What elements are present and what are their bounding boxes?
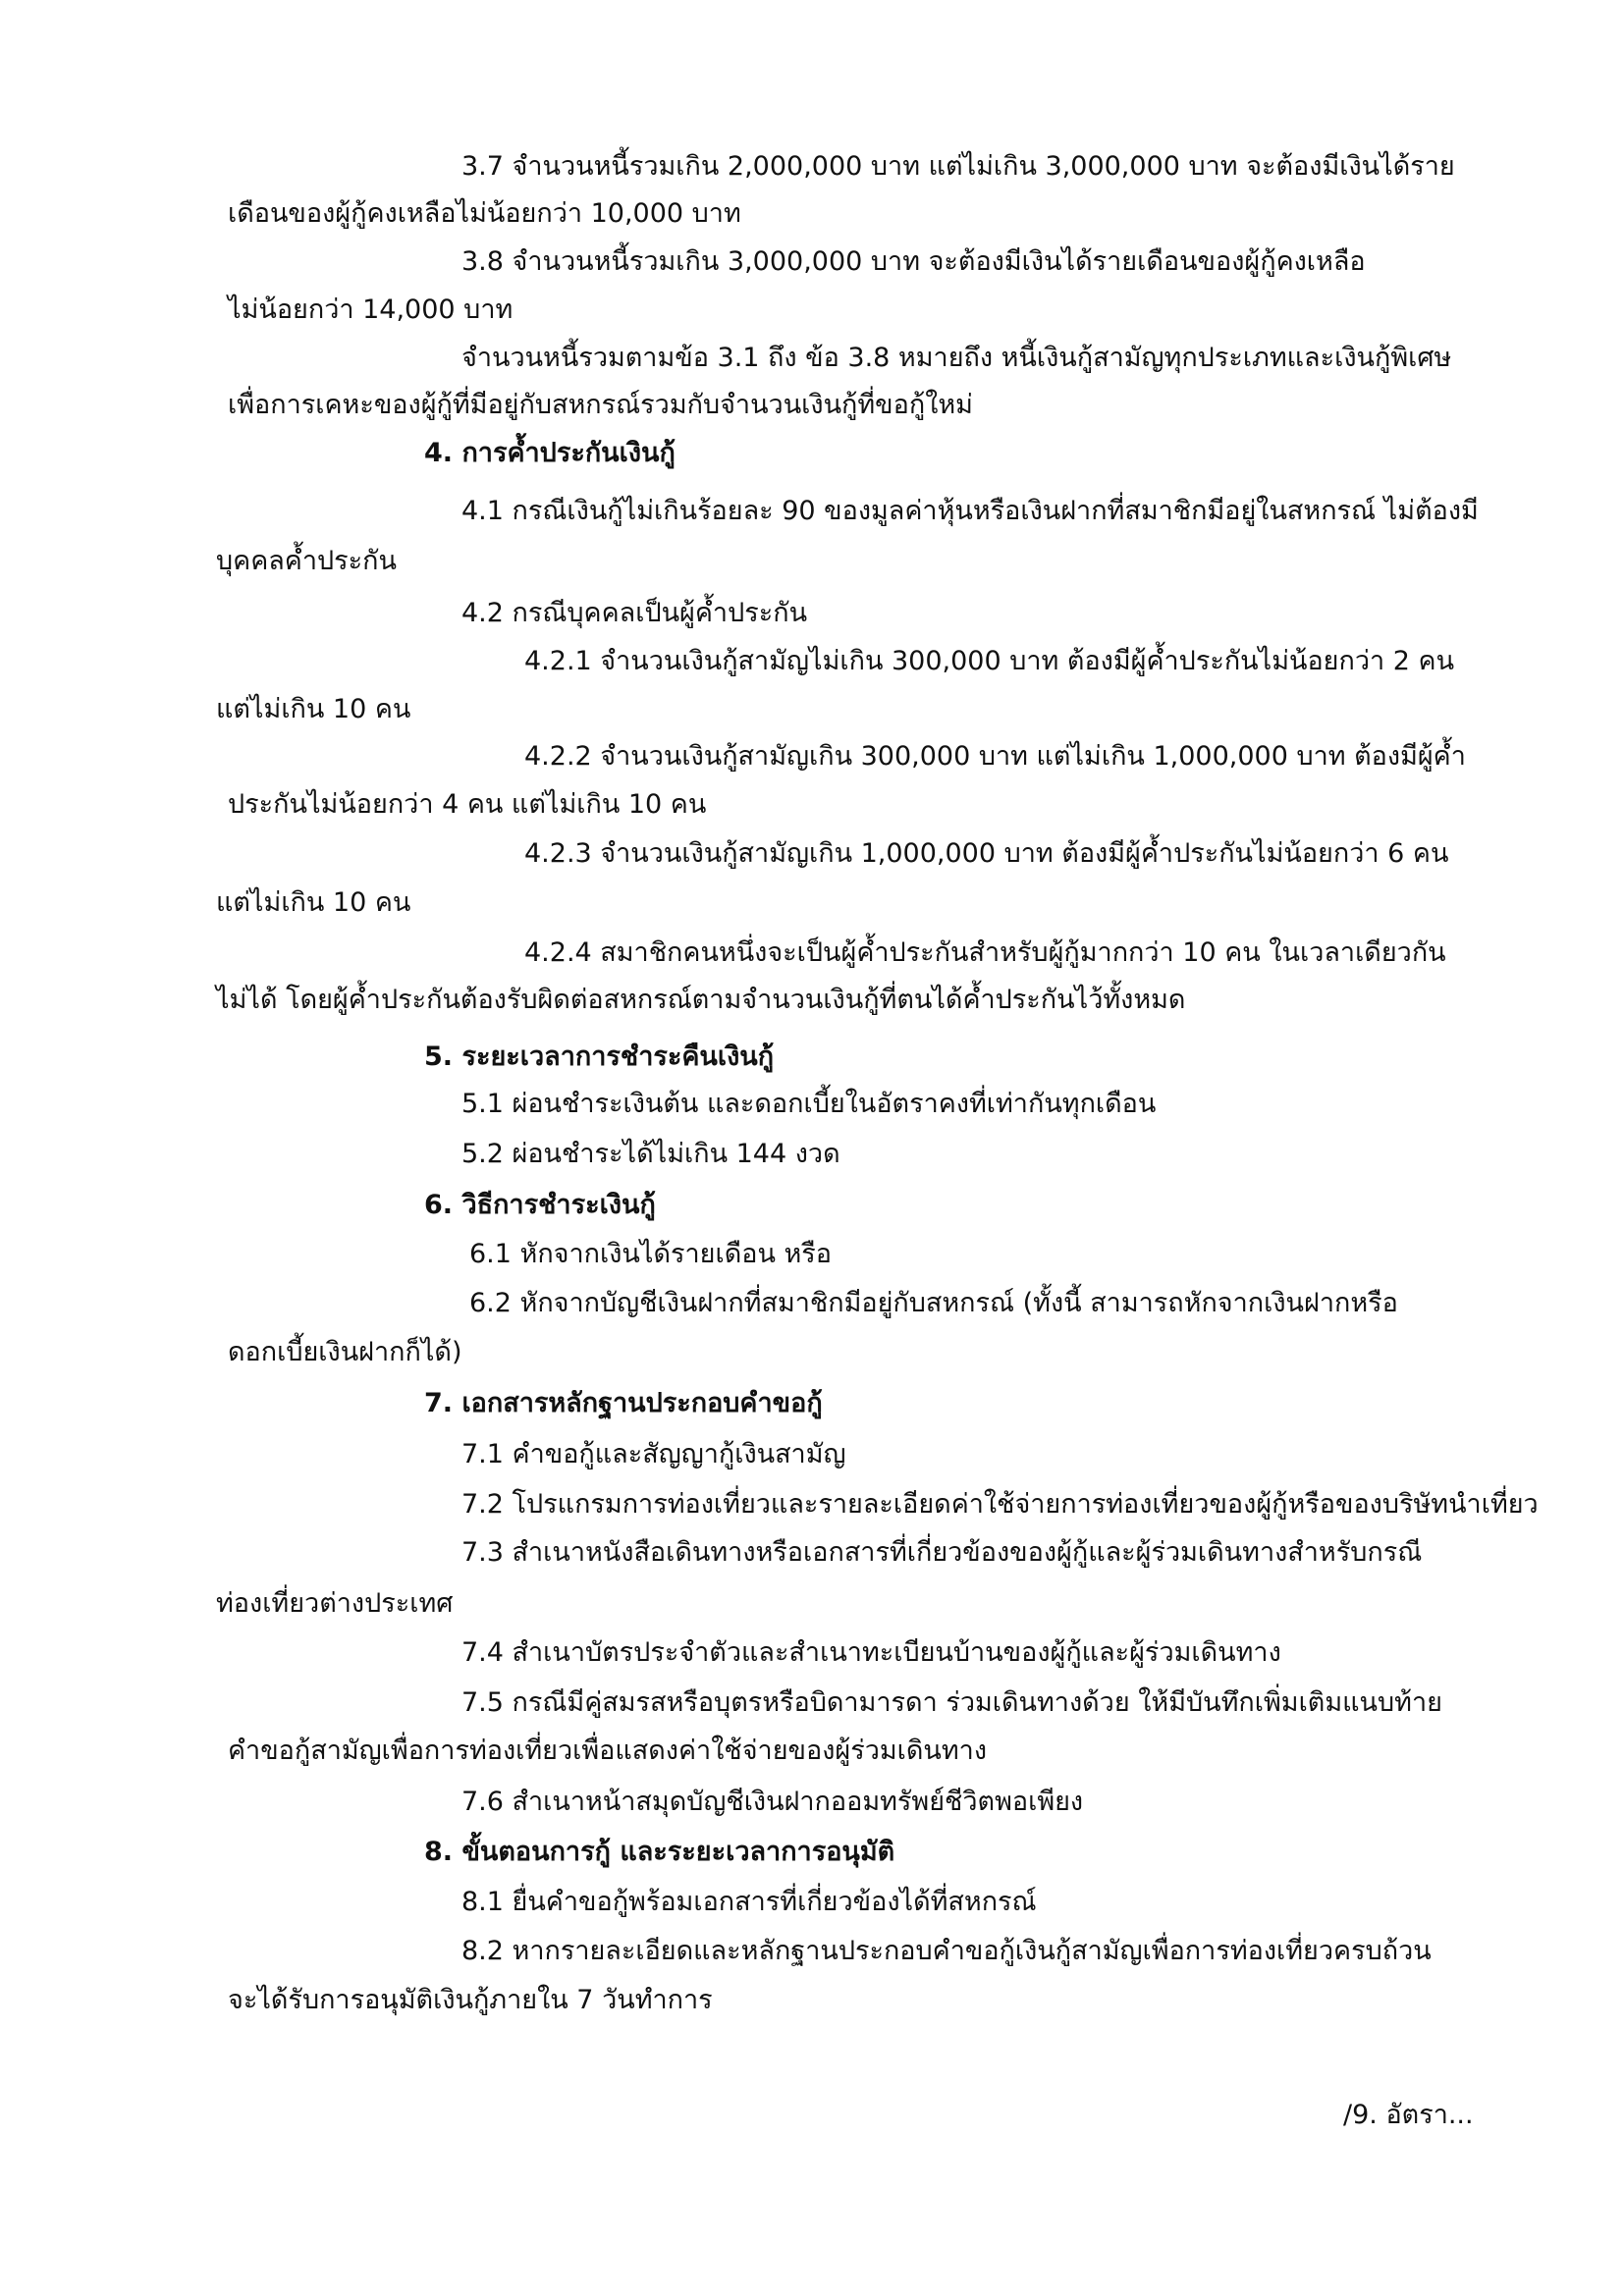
section-heading: 4. การค้ำประกันเงินกู้	[424, 438, 676, 468]
text-line: ท่องเที่ยวต่างประเทศ	[216, 1588, 454, 1619]
text-line: 7.5 กรณีมีคู่สมรสหรือบุตรหรือบิดามารดา ร่วมเดินทางด้วย ให้มีบันทึกเพิ่มเติมแนบท้าย	[461, 1687, 1442, 1718]
text-line: 4.2 กรณีบุคคลเป็นผู้ค้ำประกัน	[461, 598, 808, 628]
text-line: 5.2 ผ่อนชำระได้ไม่เกิน 144 งวด	[461, 1139, 840, 1169]
text-line: ไม่ได้ โดยผู้ค้ำประกันต้องรับผิดต่อสหกรณ์ตามจำนวนเงินกู้ที่ตนได้ค้ำประกันไว้ทั้งหมด	[216, 985, 1186, 1015]
text-line: 3.8 จำนวนหนี้รวมเกิน 3,000,000 บาท จะต้องมีเงินได้รายเดือนของผู้กู้คงเหลือ	[461, 246, 1366, 277]
text-line: 4.1 กรณีเงินกู้ไม่เกินร้อยละ 90 ของมูลค่าหุ้นหรือเงินฝากที่สมาชิกมีอยู่ในสหกรณ์ ไม่ต้องมี	[461, 496, 1479, 526]
text-line: 5.1 ผ่อนชำระเงินต้น และดอกเบี้ยในอัตราคงที่เท่ากันทุกเดือน	[461, 1089, 1157, 1119]
text-line: แต่ไม่เกิน 10 คน	[216, 887, 411, 918]
text-line: ดอกเบี้ยเงินฝากก็ได้)	[228, 1337, 462, 1367]
text-line: 8.2 หากรายละเอียดและหลักฐานประกอบคำขอกู้เงินกู้สามัญเพื่อการท่องเที่ยวครบถ้วน	[461, 1936, 1432, 1966]
text-line: บุคคลค้ำประกัน	[216, 546, 397, 576]
text-line: จะได้รับการอนุมัติเงินกู้ภายใน 7 วันทำการ	[228, 1985, 713, 2015]
text-line: 7.3 สำเนาหนังสือเดินทางหรือเอกสารที่เกี่ยวข้องของผู้กู้และผู้ร่วมเดินทางสำหรับกรณี	[461, 1537, 1423, 1568]
section-heading: 6. วิธีการชำระเงินกู้	[424, 1190, 656, 1220]
text-line: 7.1 คำขอกู้และสัญญากู้เงินสามัญ	[461, 1439, 846, 1469]
text-line: 4.2.2 จำนวนเงินกู้สามัญเกิน 300,000 บาท แต่ไม่เกิน 1,000,000 บาท ต้องมีผู้ค้ำ	[524, 741, 1466, 772]
text-line: ไม่น้อยกว่า 14,000 บาท	[228, 294, 514, 325]
text-line: เพื่อการเคหะของผู้กู้ที่มีอยู่กับสหกรณ์รวมกับจำนวนเงินกู้ที่ขอกู้ใหม่	[228, 390, 973, 420]
text-line: 4.2.3 จำนวนเงินกู้สามัญเกิน 1,000,000 บาท ต้องมีผู้ค้ำประกันไม่น้อยกว่า 6 คน	[524, 838, 1449, 869]
text-line: ประกันไม่น้อยกว่า 4 คน แต่ไม่เกิน 10 คน	[228, 789, 707, 820]
text-line: จำนวนหนี้รวมตามข้อ 3.1 ถึง ข้อ 3.8 หมายถึง หนี้เงินกู้สามัญทุกประเภทและเงินกู้พิเศษ	[461, 343, 1452, 373]
text-line: 6.2 หักจากบัญชีเงินฝากที่สมาชิกมีอยู่กับสหกรณ์ (ทั้งนี้ สามารถหักจากเงินฝากหรือ	[469, 1288, 1398, 1318]
text-line: 7.4 สำเนาบัตรประจำตัวและสำเนาทะเบียนบ้านของผู้กู้และผู้ร่วมเดินทาง	[461, 1637, 1281, 1668]
text-line: แต่ไม่เกิน 10 คน	[216, 694, 411, 724]
text-line: 8.1 ยื่นคำขอกู้พร้อมเอกสารที่เกี่ยวข้องได้ที่สหกรณ์	[461, 1887, 1037, 1917]
text-line: 7.2 โปรแกรมการท่องเที่ยวและรายละเอียดค่าใช้จ่ายการท่องเที่ยวของผู้กู้หรือของบริษัทนำเที่ยว	[461, 1489, 1539, 1520]
text-line: 7.6 สำเนาหน้าสมุดบัญชีเงินฝากออมทรัพย์ชีวิตพอเพียง	[461, 1787, 1084, 1817]
text-line: 4.2.1 จำนวนเงินกู้สามัญไม่เกิน 300,000 บาท ต้องมีผู้ค้ำประกันไม่น้อยกว่า 2 คน	[524, 646, 1455, 676]
text-line: 4.2.4 สมาชิกคนหนึ่งจะเป็นผู้ค้ำประกันสำหรับผู้กู้มากกว่า 10 คน ในเวลาเดียวกัน	[524, 937, 1446, 968]
text-line: เดือนของผู้กู้คงเหลือไม่น้อยกว่า 10,000 บาท	[228, 198, 741, 229]
text-line: 3.7 จำนวนหนี้รวมเกิน 2,000,000 บาท แต่ไม่เกิน 3,000,000 บาท จะต้องมีเงินได้ราย	[461, 151, 1455, 182]
text-line: /9. อัตรา...	[1343, 2100, 1474, 2130]
section-heading: 5. ระยะเวลาการชำระคืนเงินกู้	[424, 1041, 775, 1072]
section-heading: 8. ขั้นตอนการกู้ และระยะเวลาการอนุมัติ	[424, 1837, 895, 1867]
section-heading: 7. เอกสารหลักฐานประกอบคำขอกู้	[424, 1388, 823, 1418]
text-line: คำขอกู้สามัญเพื่อการท่องเที่ยวเพื่อแสดงค่าใช้จ่ายของผู้ร่วมเดินทาง	[228, 1735, 988, 1766]
text-line: 6.1 หักจากเงินได้รายเดือน หรือ	[469, 1239, 832, 1269]
